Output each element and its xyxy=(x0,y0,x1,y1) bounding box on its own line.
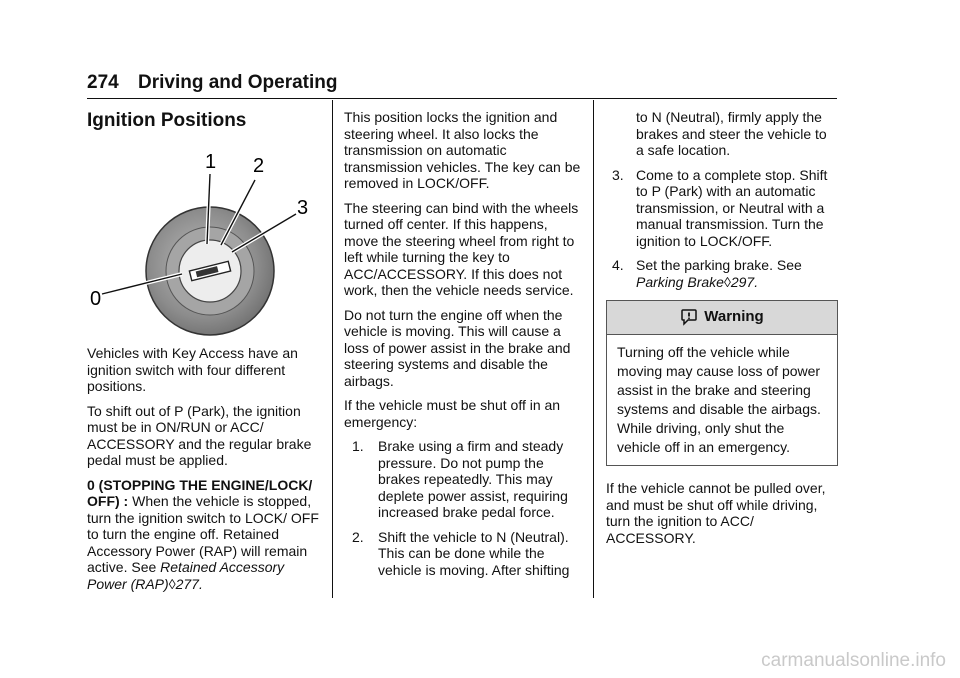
list-number: 1. xyxy=(352,438,364,454)
paragraph-lock-off xyxy=(87,477,323,593)
page-ref-icon: ◊ xyxy=(168,575,176,592)
page-ref-number: 277. xyxy=(175,575,203,592)
page-title: Ignition Positions xyxy=(87,110,247,131)
column-divider-1 xyxy=(332,100,333,598)
paragraph: The steering can bind with the wheels turned off center. If this happens, move the steering wheel from right to left while turning the key to ACC/ACCESSORY. If this does not work, then the vehicle needs service. xyxy=(344,199,579,298)
section-title: Driving and Operating xyxy=(137,72,338,93)
column-1 xyxy=(87,345,323,600)
list-number: 3. xyxy=(612,166,624,183)
page-number: 274 xyxy=(87,72,119,93)
paragraph: Vehicles with Key Access have an ignition switch with four different positions. xyxy=(87,345,298,394)
cross-reference-link[interactable]: Retained Accessory Power (RAP) xyxy=(87,559,285,592)
warning-title: Warning xyxy=(704,307,764,325)
page-ref-number: 297. xyxy=(730,273,759,290)
column-divider-2 xyxy=(593,100,594,598)
warning-symbol-icon xyxy=(680,308,698,326)
list-text: Set the parking brake. See xyxy=(636,257,802,273)
ignition-switch-figure xyxy=(90,148,320,336)
warning-header xyxy=(607,301,837,335)
list-number: 4. xyxy=(612,257,624,273)
position-text: When the vehicle is stopped, turn the ignition switch to LOCK/ OFF to turn the engine off. Retained Accessory Power (RAP) will remain active. See xyxy=(87,493,319,575)
warning-body: Turning off the vehicle while moving may cause loss of power assist in the brake and steering systems and disable the airbags. While driving, only shut the vehicle off in an emergency. xyxy=(617,344,821,455)
paragraph: Do not turn the engine off when the vehicle is moving. This will cause a loss of power assist in the brake and steering systems and disable the airbags. xyxy=(344,306,571,389)
position-label-1: 1 xyxy=(205,151,217,173)
list-number: 2. xyxy=(352,528,364,545)
paragraph: If the vehicle must be shut off in an emergency: xyxy=(344,397,561,430)
page-ref-icon: ◊ xyxy=(723,273,731,290)
watermark: carmanualsonline.info xyxy=(761,650,946,671)
warning-box xyxy=(606,300,838,466)
emergency-steps-list xyxy=(344,438,582,578)
header-rule xyxy=(87,98,837,99)
position-heading: 0 (STOPPING THE ENGINE/LOCK/ OFF) : xyxy=(87,476,313,509)
list-item xyxy=(606,257,838,290)
column-2 xyxy=(344,109,582,586)
list-item-continuation: to N (Neutral), firmly apply the brakes and steer the vehicle to a safe location. xyxy=(636,109,827,158)
position-label-3: 3 xyxy=(297,197,309,219)
list-text: Shift the vehicle to N (Neutral). This can be done while the vehicle is moving. After shifting xyxy=(378,528,570,578)
paragraph: If the vehicle cannot be pulled over, and must be shut off while driving, turn the ignition to ACC/ ACCESSORY. xyxy=(606,480,826,546)
cross-reference-link[interactable]: Parking Brake xyxy=(636,273,724,290)
column-3 xyxy=(606,109,838,554)
position-label-0: 0 xyxy=(90,288,102,310)
position-label-2: 2 xyxy=(253,155,265,177)
emergency-steps-list-continued xyxy=(606,167,838,291)
list-item xyxy=(606,167,838,250)
list-text: Come to a complete stop. Shift to P (Park) with an automatic transmission, or Neutral with a manual transmission. Turn the ignition to LOCK/OFF. xyxy=(636,166,828,249)
list-item xyxy=(344,529,582,579)
page-header xyxy=(87,72,338,94)
paragraph: To shift out of P (Park), the ignition must be in ON/RUN or ACC/ ACCESSORY and the regular brake pedal must be applied. xyxy=(87,402,312,468)
paragraph: This position locks the ignition and steering wheel. It also locks the transmission on automatic transmission vehicles. The key can be removed in LOCK/OFF. xyxy=(344,109,581,191)
list-text: Brake using a firm and steady pressure. Do not pump the brakes repeatedly. This may deplete power assist, requiring increased brake pedal force. xyxy=(378,438,568,520)
list-item xyxy=(344,438,582,521)
